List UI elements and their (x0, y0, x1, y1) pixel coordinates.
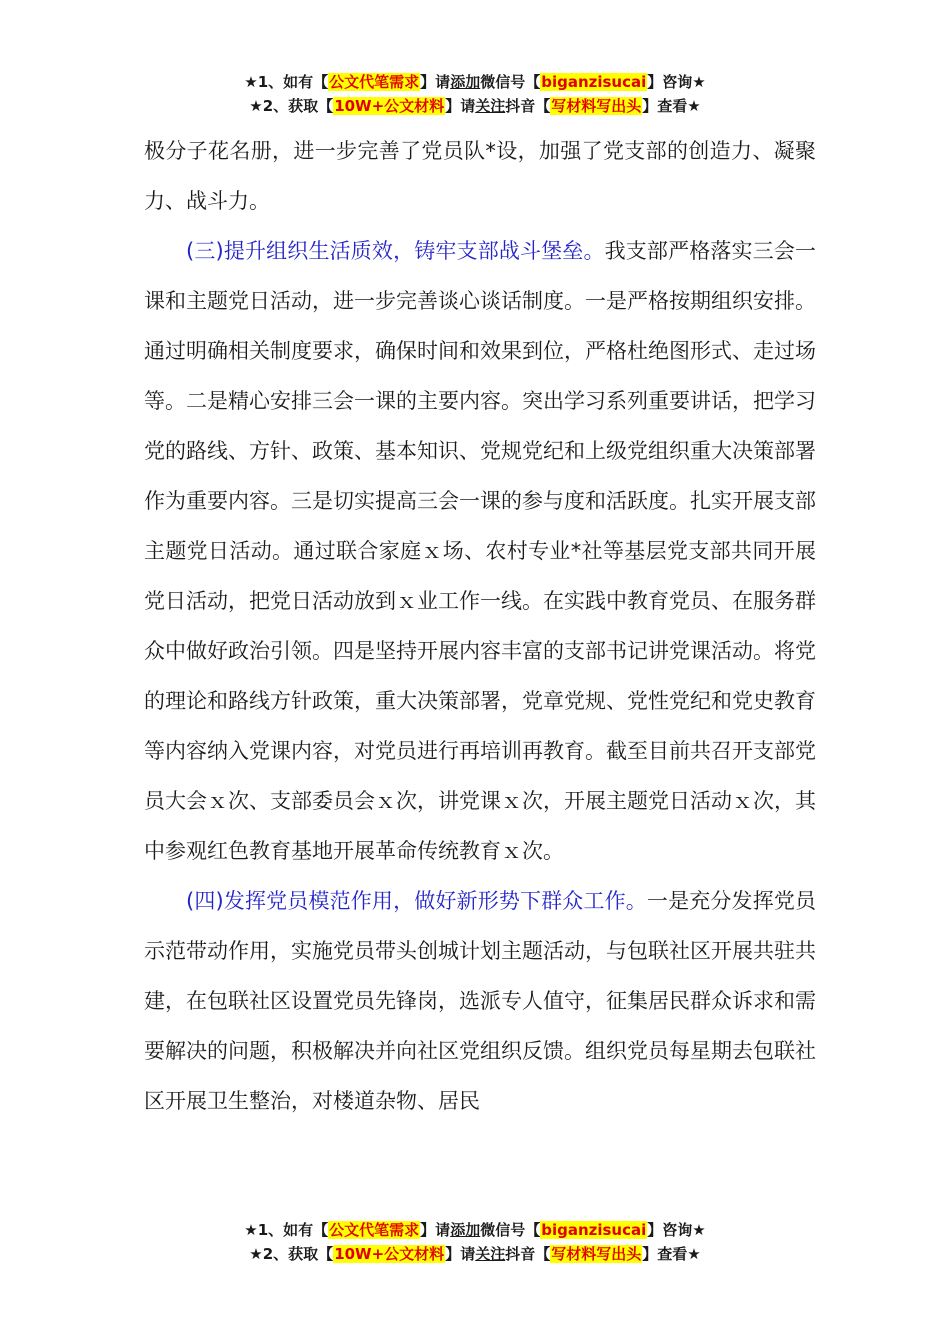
banner-text: 抖音【 (505, 97, 551, 115)
banner-text: 】请 (445, 1245, 476, 1263)
underlined-word: 关注 (475, 97, 506, 115)
banner-line-2 (0, 94, 950, 118)
banner-line-2 (0, 1242, 950, 1266)
banner-line-1 (0, 70, 950, 94)
header-banner (0, 70, 950, 118)
banner-text: ★1、如有【 (244, 73, 329, 91)
footer-banner (0, 1218, 950, 1266)
highlight-service: 公文代笔需求 (329, 73, 420, 91)
banner-text: ★2、获取【 (249, 97, 334, 115)
highlight-douyin: 写材料写出头 (551, 1245, 642, 1263)
banner-text: 微信号【 (480, 1221, 541, 1239)
highlight-materials: 10W+公文材料 (334, 97, 445, 115)
paragraph-section-3 (144, 226, 816, 876)
banner-text: 抖音【 (505, 1245, 551, 1263)
banner-text: 】查看★ (642, 1245, 701, 1263)
banner-text: 】查看★ (642, 97, 701, 115)
document-body (144, 126, 816, 1126)
section-text-4: 一是充分发挥党员示范带动作用，实施党员带头创城计划主题活动，与包联社区开展共驻共建，在包联社区设置党员先锋岗，选派专人值守，征集居民群众诉求和需要解决的问题，积极解决并向社区党组织反馈。组织党员每星期去包联社区开展卫生整治，对楼道杂物、居民 (144, 889, 816, 1113)
section-text-3: 我支部严格落实三会一课和主题党日活动，进一步完善谈心谈话制度。一是严格按期组织安排。通过明确相关制度要求，确保时间和效果到位，严格杜绝图形式、走过场等。二是精心安排三会一课的主要内容。突出学习系列重要讲话，把学习党的路线、方针、政策、基本知识、党规党纪和上级党组织重大决策部署作为重要内容。三是切实提高三会一课的参与度和活跃度。扎实开展支部主题党日活动。通过联合家庭ｘ场、农村专业*社等基层党支部共同开展党日活动，把党日活动放到ｘ业工作一线。在实践中教育党员、在服务群众中做好政治引领。四是坚持开展内容丰富的支部书记讲党课活动。将党的理论和路线方针政策，重大决策部署，党章党规、党性党纪和党史教育等内容纳入党课内容，对党员进行再培训再教育。截至目前共召开支部党员大会ｘ次、支部委员会ｘ次，讲党课ｘ次，开展主题党日活动ｘ次，其中参观红色教育基地开展革命传统教育ｘ次。 (144, 239, 817, 863)
banner-text: 】咨询★ (647, 1221, 706, 1239)
banner-text: 】请 (420, 73, 451, 91)
highlight-wechat-id: biganzisucai (541, 1221, 647, 1239)
banner-text: 】请 (420, 1221, 451, 1239)
highlight-service: 公文代笔需求 (329, 1221, 420, 1239)
section-heading-4: (四)发挥党员模范作用，做好新形势下群众工作。 (186, 889, 647, 913)
banner-text: ★2、获取【 (249, 1245, 334, 1263)
section-heading-3: (三)提升组织生活质效，铸牢支部战斗堡垒。 (186, 239, 605, 263)
paragraph-continuation: 极分子花名册，进一步完善了党员队*设，加强了党支部的创造力、凝聚力、战斗力。 (144, 139, 816, 213)
banner-text: ★1、如有【 (244, 1221, 329, 1239)
underlined-word: 添加 (450, 1221, 481, 1239)
banner-text: 】请 (445, 97, 476, 115)
paragraph-section-4 (144, 876, 816, 1126)
highlight-materials: 10W+公文材料 (334, 1245, 445, 1263)
underlined-word: 添加 (450, 73, 481, 91)
highlight-douyin: 写材料写出头 (551, 97, 642, 115)
banner-text: 】咨询★ (647, 73, 706, 91)
banner-line-1 (0, 1218, 950, 1242)
underlined-word: 关注 (475, 1245, 506, 1263)
banner-text: 微信号【 (480, 73, 541, 91)
highlight-wechat-id: biganzisucai (541, 73, 647, 91)
